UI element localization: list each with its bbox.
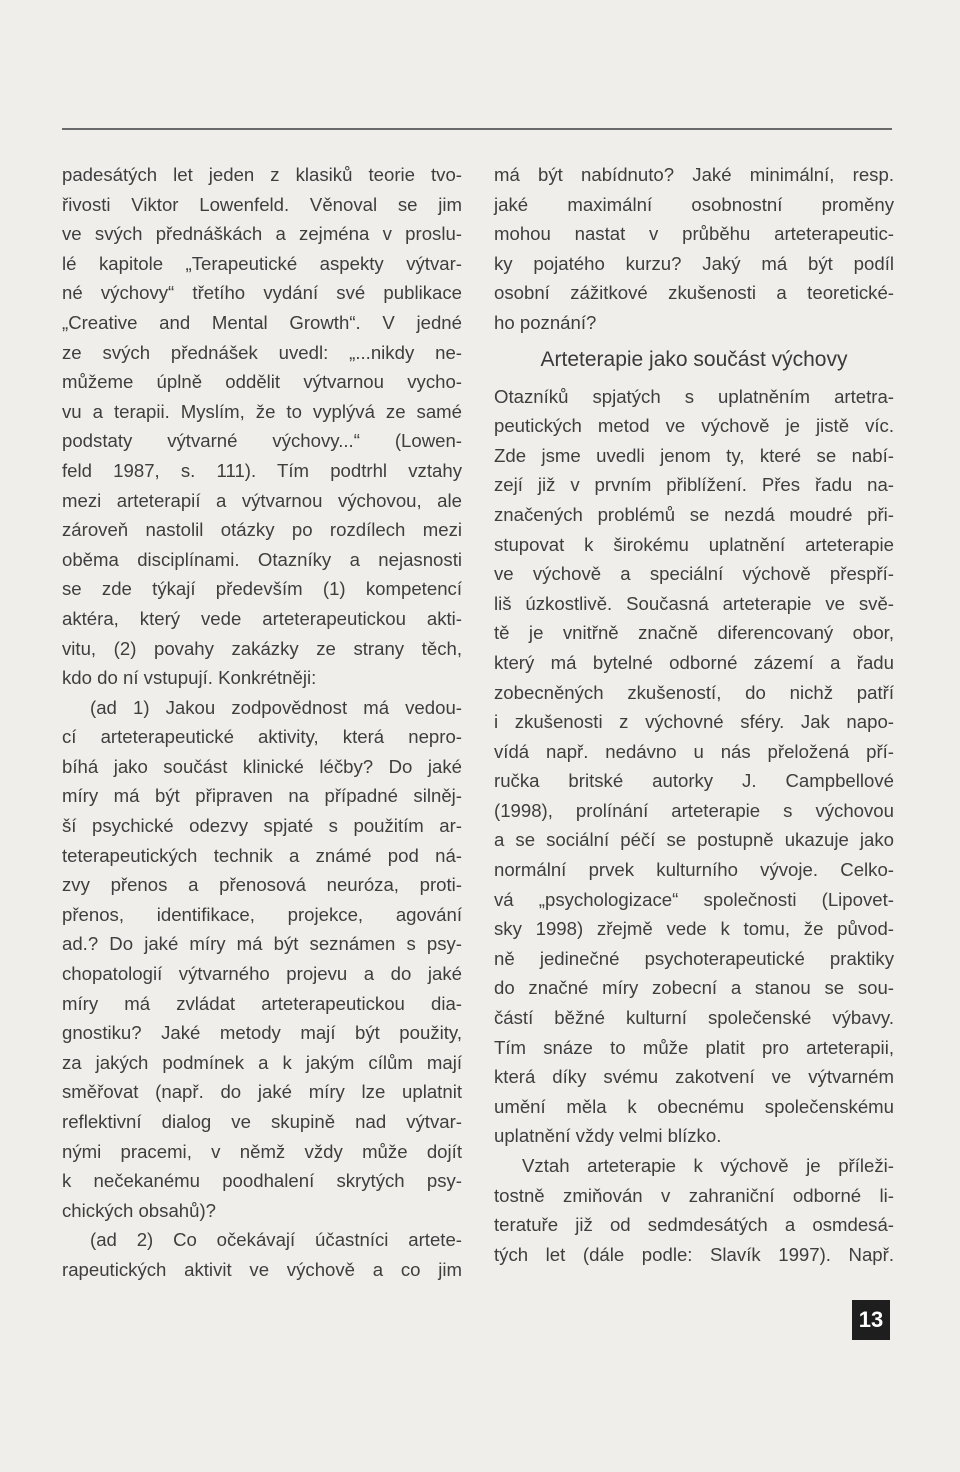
text-line: do značné míry zobecní a stanou se sou- xyxy=(494,977,894,999)
text-line: normální prvek kulturního vývoje. Celko- xyxy=(494,859,894,881)
text-line: podstaty výtvarné výchovy...“ (Lowen- xyxy=(62,430,462,452)
text-line: zejí již v prvním přiblížení. Přes řadu na- xyxy=(494,474,894,496)
text-line: (ad 1) Jakou zodpovědnost má vedou- xyxy=(90,696,462,718)
text-line: a se sociální péčí se postupně ukazuje jako xyxy=(494,829,894,851)
text-line: uplatnění vždy velmi blízko. xyxy=(494,1125,722,1147)
text-line: teterapeutických technik a známé pod ná- xyxy=(62,844,462,866)
text-line: vu a terapii. Myslím, že to vyplývá ze samé xyxy=(62,400,462,422)
text-line: ve výchově a speciální výchově přespří- xyxy=(494,563,894,585)
left-column xyxy=(62,160,462,1285)
text-line: přenos, identifikace, projekce, agování xyxy=(62,903,462,925)
text-line: zároveň nastolil otázky po rozdílech mezi xyxy=(62,519,462,541)
text-line: zobecněných zkušeností, do nichž patří xyxy=(494,681,894,703)
text-line: mezi arteterapií a výtvarnou výchovou, ale xyxy=(62,489,462,511)
text-line: ve svých přednáškách a zejména v proslu- xyxy=(62,223,462,245)
text-line: „Creative and Mental Growth“. V jedné xyxy=(62,311,462,333)
text-line: lé kapitole „Terapeutické aspekty výtvar- xyxy=(62,252,462,274)
page-number: 13 xyxy=(852,1300,890,1340)
text-line: ad.? Do jaké míry má být seznámen s psy- xyxy=(62,933,462,955)
text-line: ně jedinečné psychoterapeutické praktiky xyxy=(494,947,894,969)
text-line: ho poznání? xyxy=(494,311,597,333)
text-line: chických obsahů)? xyxy=(62,1199,216,1221)
text-line: tostně zmiňován v zahraniční odborné li- xyxy=(494,1184,894,1206)
text-line: za jakých podmínek a k jakým cílům mají xyxy=(62,1051,462,1073)
text-line: tě je vnitřně značně diferencovaný obor, xyxy=(494,622,894,644)
text-line: peutických metod ve výchově je jistě víc. xyxy=(494,415,894,437)
text-line: ručka britské autorky J. Campbellové xyxy=(494,770,894,792)
text-line: mohou nastat v průběhu arteterapeutic- xyxy=(494,223,894,245)
text-line: sky 1998) zřejmě vede k tomu, že původ- xyxy=(494,918,894,940)
text-line: i zkušenosti z výchovné sféry. Jak napo- xyxy=(494,711,894,733)
text-line: má být nabídnuto? Jaké minimální, resp. xyxy=(494,164,894,185)
text-line: feld 1987, s. 111). Tím podtrhl vztahy xyxy=(62,459,462,481)
text-line: částí běžné kulturní společenské výbavy. xyxy=(494,1007,894,1029)
text-line: cí arteterapeutické aktivity, která nepro- xyxy=(62,726,462,748)
text-line: se zde týkají především (1) kompetencí xyxy=(62,578,462,600)
text-line: který má bytelné odborné zázemí a řadu xyxy=(494,651,894,673)
text-line: míry má zvládat arteterapeutickou dia- xyxy=(62,992,462,1014)
text-line: Vztah arteterapie k výchově je příleži- xyxy=(522,1155,894,1176)
text-line: vá „psychologizace“ společnosti (Lipovet- xyxy=(494,888,894,910)
text-line: kdo do ní vstupují. Konkrétněji: xyxy=(62,667,317,689)
text-line: zvy přenos a přenosová neuróza, proti- xyxy=(62,874,462,896)
text-line: Tím snáze to může platit pro arteterapii, xyxy=(494,1036,894,1058)
text-line: bíhá jako součást klinické léčby? Do jaké xyxy=(62,755,462,777)
text-line: vídá např. nedávno u nás přeložená pří- xyxy=(494,740,894,762)
text-line: stupovat k širokému uplatnění arteterapie xyxy=(494,533,894,555)
text-line: osobní zážitkové zkušenosti a teoretické- xyxy=(494,282,894,304)
text-line: chopatologií výtvarného projevu a do jaké xyxy=(62,963,462,985)
text-line: né výchovy“ třetího vydání své publikace xyxy=(62,282,462,304)
text-line: padesátých let jeden z klasiků teorie tvo- xyxy=(62,164,462,185)
text-line: umění měla k obecnému společenskému xyxy=(494,1095,894,1117)
text-line: oběma disciplínami. Otazníky a nejasnosti xyxy=(62,548,462,570)
text-line: Zde jsme uvedli jenom ty, které se nabí- xyxy=(494,444,894,466)
text-line: nými pracemi, v němž vždy může dojít xyxy=(62,1140,462,1162)
text-line: rapeutických aktivit ve výchově a co jim xyxy=(62,1258,462,1280)
text-line: značených problémů se nezdá moudré při- xyxy=(494,503,894,525)
text-line: (1998), prolínání arteterapie s výchovou xyxy=(494,799,894,821)
text-line: reflektivní dialog ve skupině nad výtvar- xyxy=(62,1111,462,1132)
right-column xyxy=(494,160,894,1269)
section-heading: Arteterapie jako součást výchovy xyxy=(540,347,848,371)
text-line: ky pojatého kurzu? Jaký má být podíl xyxy=(494,252,894,274)
text-line: liš úzkostlivě. Současná arteterapie ve svě- xyxy=(494,592,894,614)
text-line: ze svých přednášek uvedl: „...nikdy ne- xyxy=(62,341,462,363)
text-line: můžeme úplně oddělit výtvarnou vycho- xyxy=(62,371,462,393)
text-line: tých let (dále podle: Slavík 1997). Např. xyxy=(494,1243,894,1265)
text-line: směřovat (např. do jaké míry lze uplatnit xyxy=(62,1081,462,1103)
text-line: vitu, (2) povahy zakázky ze strany těch, xyxy=(62,637,462,659)
text-line: míry má být připraven na případné silněj- xyxy=(62,785,462,807)
text-line: řivosti Viktor Lowenfeld. Věnoval se jim xyxy=(62,193,462,215)
text-line: jaké maximální osobnostní proměny xyxy=(494,193,894,215)
text-line: (ad 2) Co očekávají účastníci artete- xyxy=(90,1229,462,1251)
text-line: ší psychické odezvy spjaté s použitím ar- xyxy=(62,815,462,837)
text-line: která díky svému zakotvení ve výtvarném xyxy=(494,1066,894,1088)
text-line: gnostiku? Jaké metody mají být použity, xyxy=(62,1022,462,1044)
text-line: k nečekanému poodhalení skrytých psy- xyxy=(62,1170,462,1192)
text-line: aktéra, který vede arteterapeutickou akti- xyxy=(62,607,462,629)
text-line: Otazníků spjatých s uplatněním artetra- xyxy=(494,385,894,407)
text-line: teratuře již od sedmdesátých a osmdesá- xyxy=(494,1214,894,1236)
header-rule xyxy=(62,128,892,130)
